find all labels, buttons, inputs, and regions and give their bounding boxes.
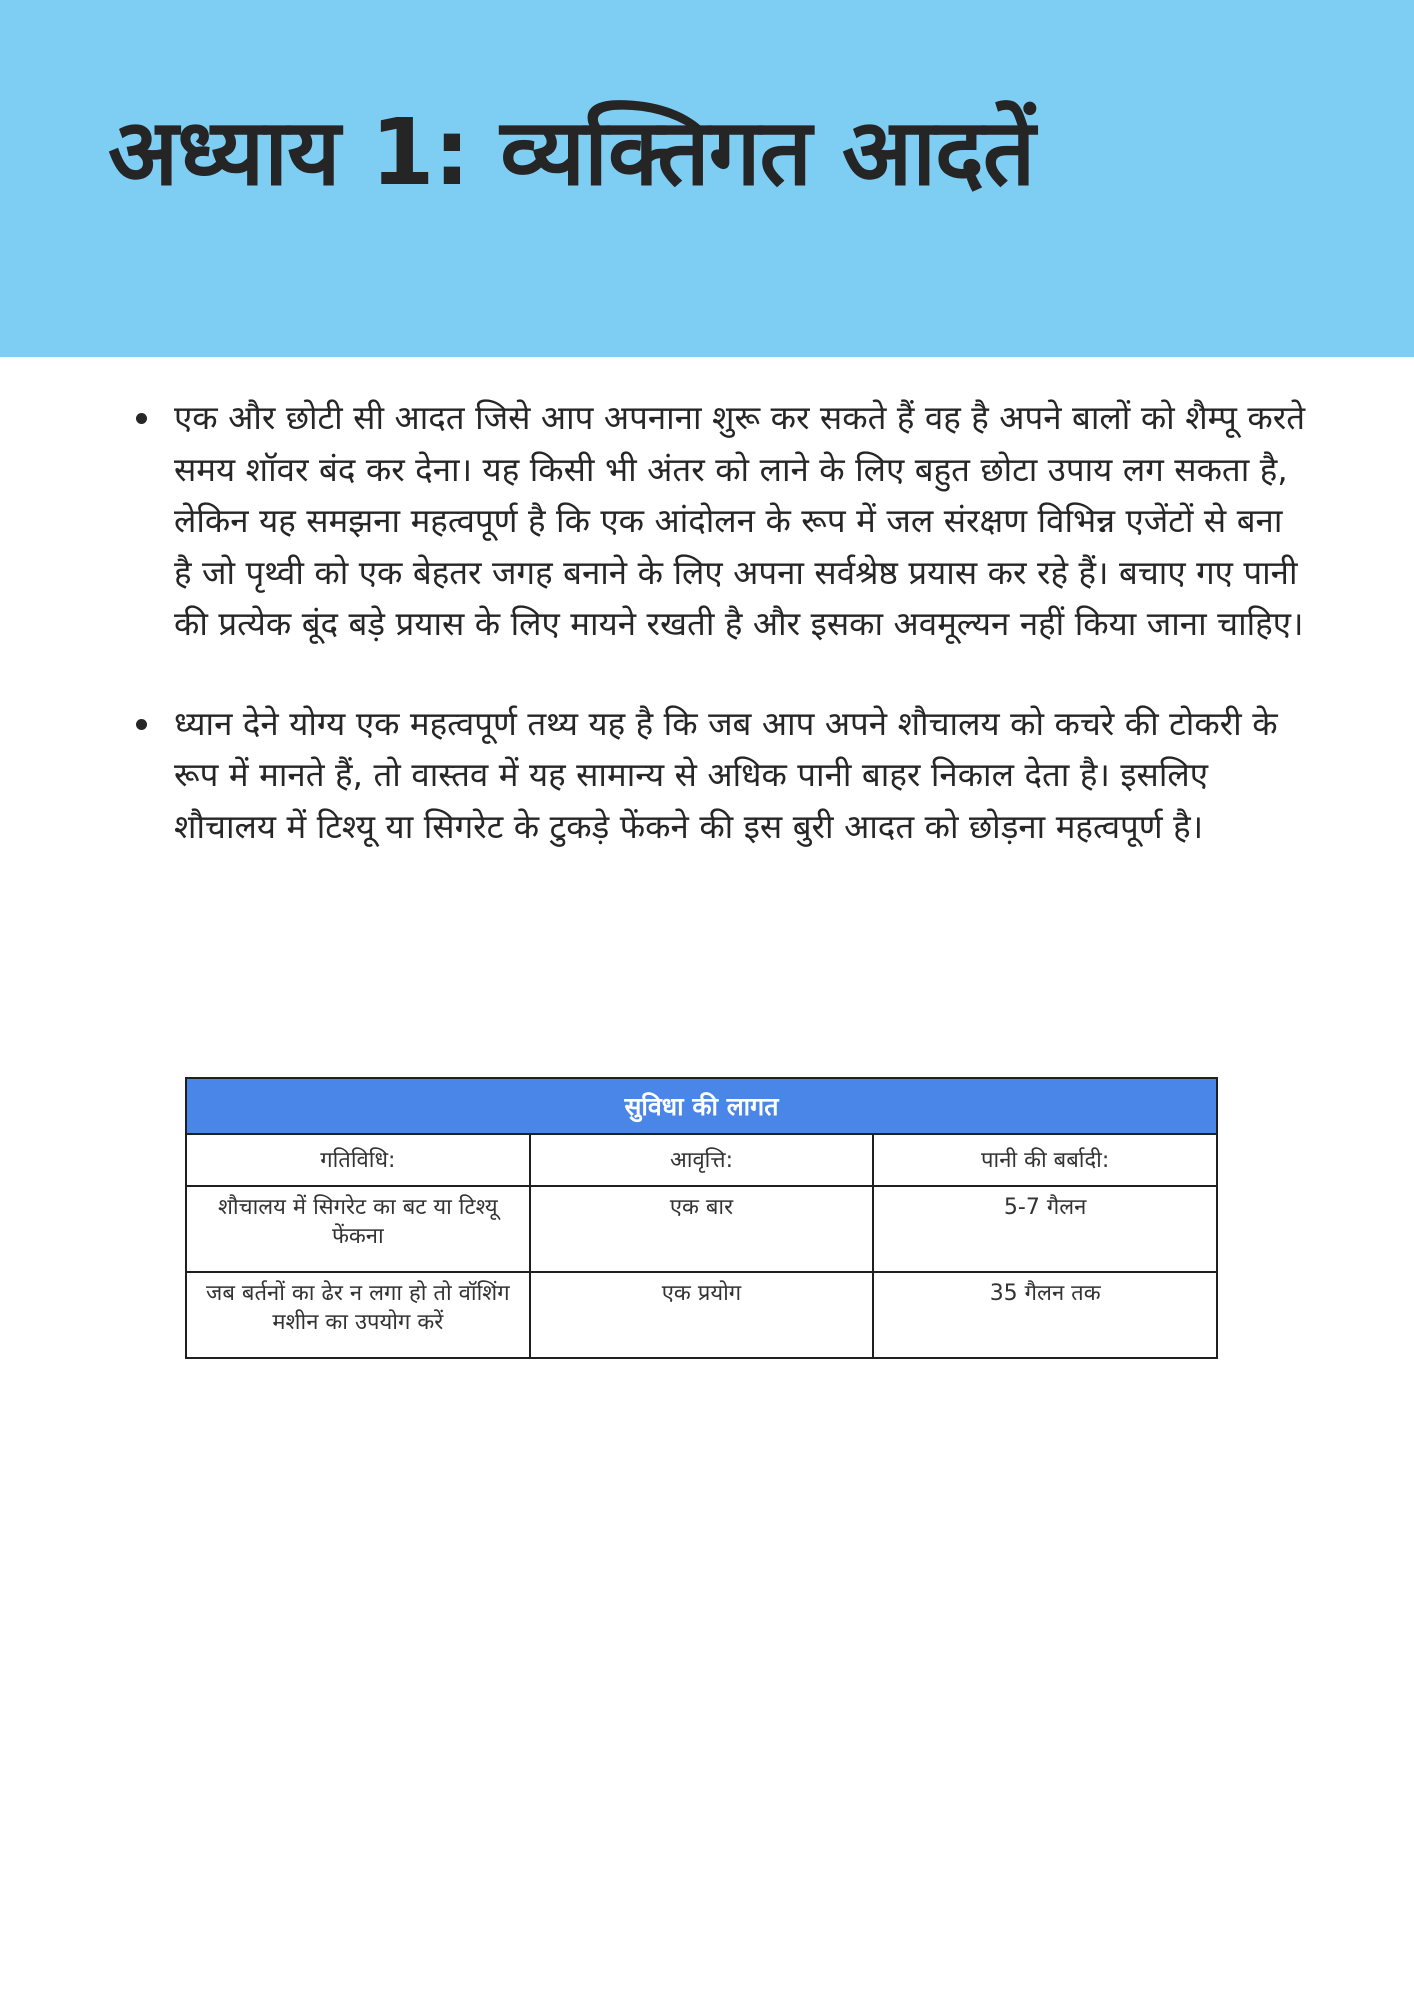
table-cell-activity: शौचालय में सिगरेट का बट या टिश्यू फेंकना (186, 1186, 530, 1272)
bullet-item (128, 698, 1308, 853)
table-cell-water-waste: 5-7 गैलन (873, 1186, 1217, 1272)
bullet-dot-icon (136, 413, 147, 424)
header-band (0, 0, 1414, 357)
table-cell-frequency: एक प्रयोग (530, 1272, 874, 1358)
table-cell-frequency: एक बार (530, 1186, 874, 1272)
table-row (186, 1272, 1217, 1358)
table-title: सुविधा की लागत (186, 1078, 1217, 1134)
bullet-dot-icon (136, 719, 147, 730)
column-header-frequency: आवृत्ति: (530, 1134, 874, 1186)
table-cell-activity: जब बर्तनों का ढेर न लगा हो तो वॉशिंग मशीन का उपयोग करें (186, 1272, 530, 1358)
table-row (186, 1186, 1217, 1272)
page-title: अध्याय 1: व्यक्तिगत आदतें (108, 99, 1035, 206)
bullet-text: एक और छोटी सी आदत जिसे आप अपनाना शुरू कर सकते हैं वह है अपने बालों को शैम्पू करते समय शॉवर बंद कर देना। यह किसी भी अंतर को लाने के लिए बहुत छोटा उपाय लग सकता है, लेकिन यह समझना महत्वपूर्ण है कि एक आंदोलन के रूप में जल संरक्षण विभिन्न एजेंटों से बना है जो पृथ्वी को एक बेहतर जगह बनाने के लिए अपना सर्वश्रेष्ठ प्रयास कर रहे हैं। बचाए गए पानी की प्रत्येक बूंद बड़े प्रयास के लिए मायने रखती है और इसका अवमूल्यन नहीं किया जाना चाहिए। (174, 398, 1306, 643)
bullet-list (128, 392, 1308, 852)
table-cell-water-waste: 35 गैलन तक (873, 1272, 1217, 1358)
column-header-activity: गतिविधि: (186, 1134, 530, 1186)
bullet-text: ध्यान देने योग्य एक महत्वपूर्ण तथ्य यह है कि जब आप अपने शौचालय को कचरे की टोकरी के रूप में मानते हैं, तो वास्तव में यह सामान्य से अधिक पानी बाहर निकाल देता है। इसलिए शौचालय में टिश्यू या सिगरेट के टुकड़े फेंकने की इस बुरी आदत को छोड़ना महत्वपूर्ण है। (174, 703, 1278, 846)
table-header-row (186, 1134, 1217, 1186)
bullet-item (128, 392, 1308, 650)
column-header-water-waste: पानी की बर्बादी: (873, 1134, 1217, 1186)
cost-table (185, 1077, 1218, 1359)
